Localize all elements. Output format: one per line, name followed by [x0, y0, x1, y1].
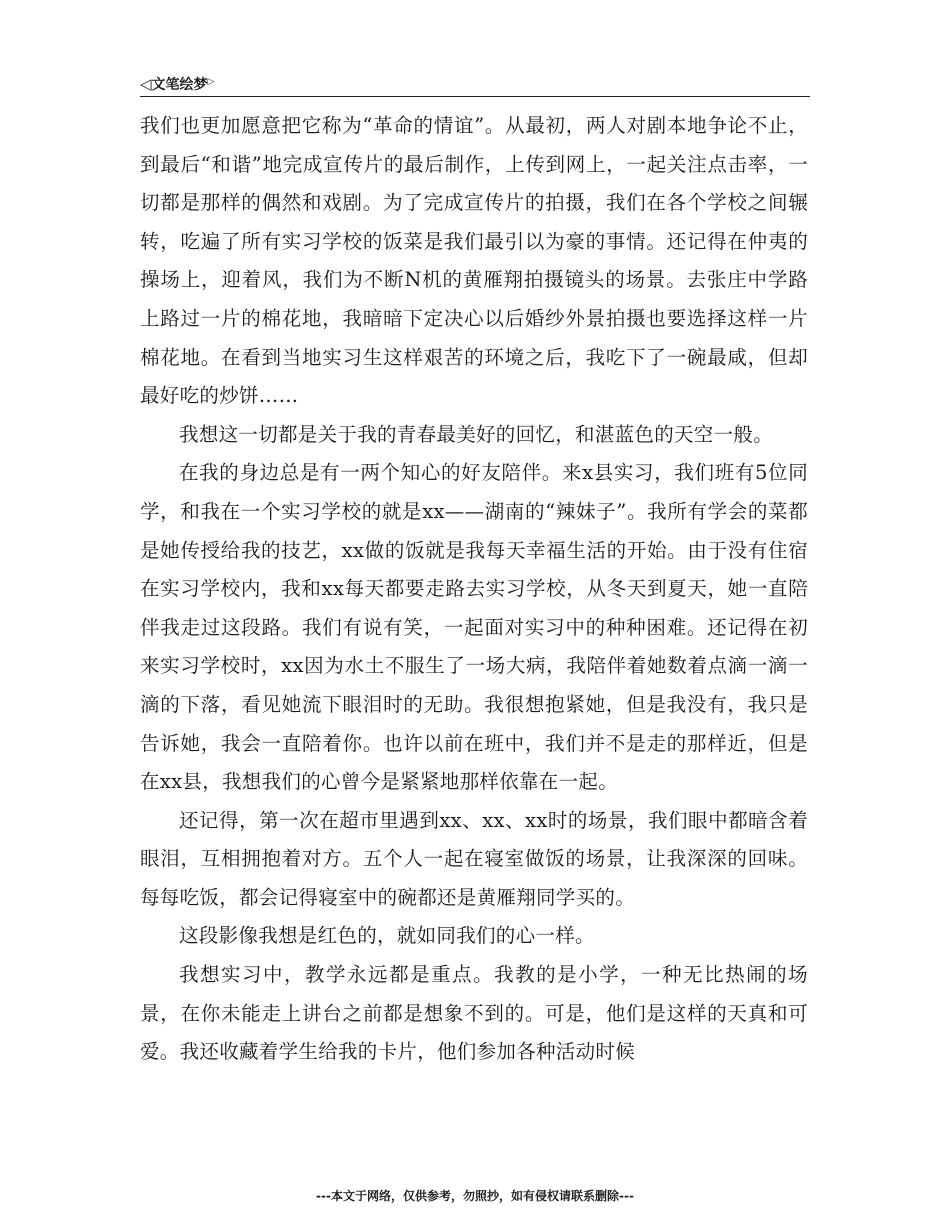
page-footer: ---本文于网络，仅供参考，勿照抄，如有侵权请联系删除---: [316, 1189, 634, 1203]
paragraph: 还记得，第一次在超市里遇到xx、xx、xx时的场景，我们眼中都暗含着眼泪，互相拥抱着对方。五个人一起在寝室做饭的场景，让我深深的回味。每每吃饭，都会记得寝室中的碗都还是黄雁翔同学买的。: [140, 808, 808, 909]
paragraph: 这段影像我想是红色的，就如同我们的心一样。: [179, 924, 595, 948]
left-triangle-icon: ◁: [140, 75, 152, 93]
paragraph-continued: 我们也更加愿意把它称为“革命的情谊”。从最初，两人对剧本地争论不止，到最后“和谐”地完成宣传片的最后制作，上传到网上，一起关注点击率，一切都是那样的偶然和戏剧。为了完成宣传片的拍摄，我们在各个学校之间辗转，吃遍了所有实习学校的饭菜是我们最引以为豪的事情。还记得在仲夷的操场上，迎着风，我们为不断N机的黄雁翔拍摄镜头的场景。去张庄中学路上路过一片的棉花地，我暗暗下定决心以后婚纱外景拍摄也要选择这样一片棉花地。在看到当地实习生这样艰苦的环境之后，我吃下了一碗最咸，但却最好吃的炒饼……: [140, 114, 808, 408]
document-body: [140, 107, 808, 1072]
paragraph: 我想实习中，教学永远都是重点。我教的是小学，一种无比热闹的场景，在你未能走上讲台之前都是想象不到的。可是，他们是这样的天真和可爱。我还收藏着学生给我的卡片，他们参加各种活动时候: [140, 963, 808, 1064]
paragraph: 我想这一切都是关于我的青春最美好的回忆，和湛蓝色的天空一般。: [179, 422, 774, 446]
header-title: 文笔绘梦: [151, 77, 208, 93]
paragraph: 在我的身边总是有一两个知心的好友陪伴。来x县实习，我们班有5位同学，和我在一个实习学校的就是xx——湖南的“辣妹子”。我所有学会的菜都是她传授给我的技艺，xx做的饭就是我每天幸福生活的开始。由于没有住宿在实习学校内，我和xx每天都要走路去实习学校，从冬天到夏天，她一直陪伴我走过这段路。我们有说有笑，一起面对实习中的种种困难。还记得在初来实习学校时，xx因为水土不服生了一场大病，我陪伴着她数着点滴一滴一滴的下落，看见她流下眼泪时的无助。我很想抱紧她，但是我没有，我只是告诉她，我会一直陪着你。也许以前在班中，我们并不是走的那样近，但是在xx县，我想我们的心曾今是紧紧地那样依靠在一起。: [140, 461, 808, 794]
page-header: [140, 72, 810, 97]
right-triangle-icon: ▷: [207, 77, 215, 87]
header-logo: [140, 72, 214, 95]
